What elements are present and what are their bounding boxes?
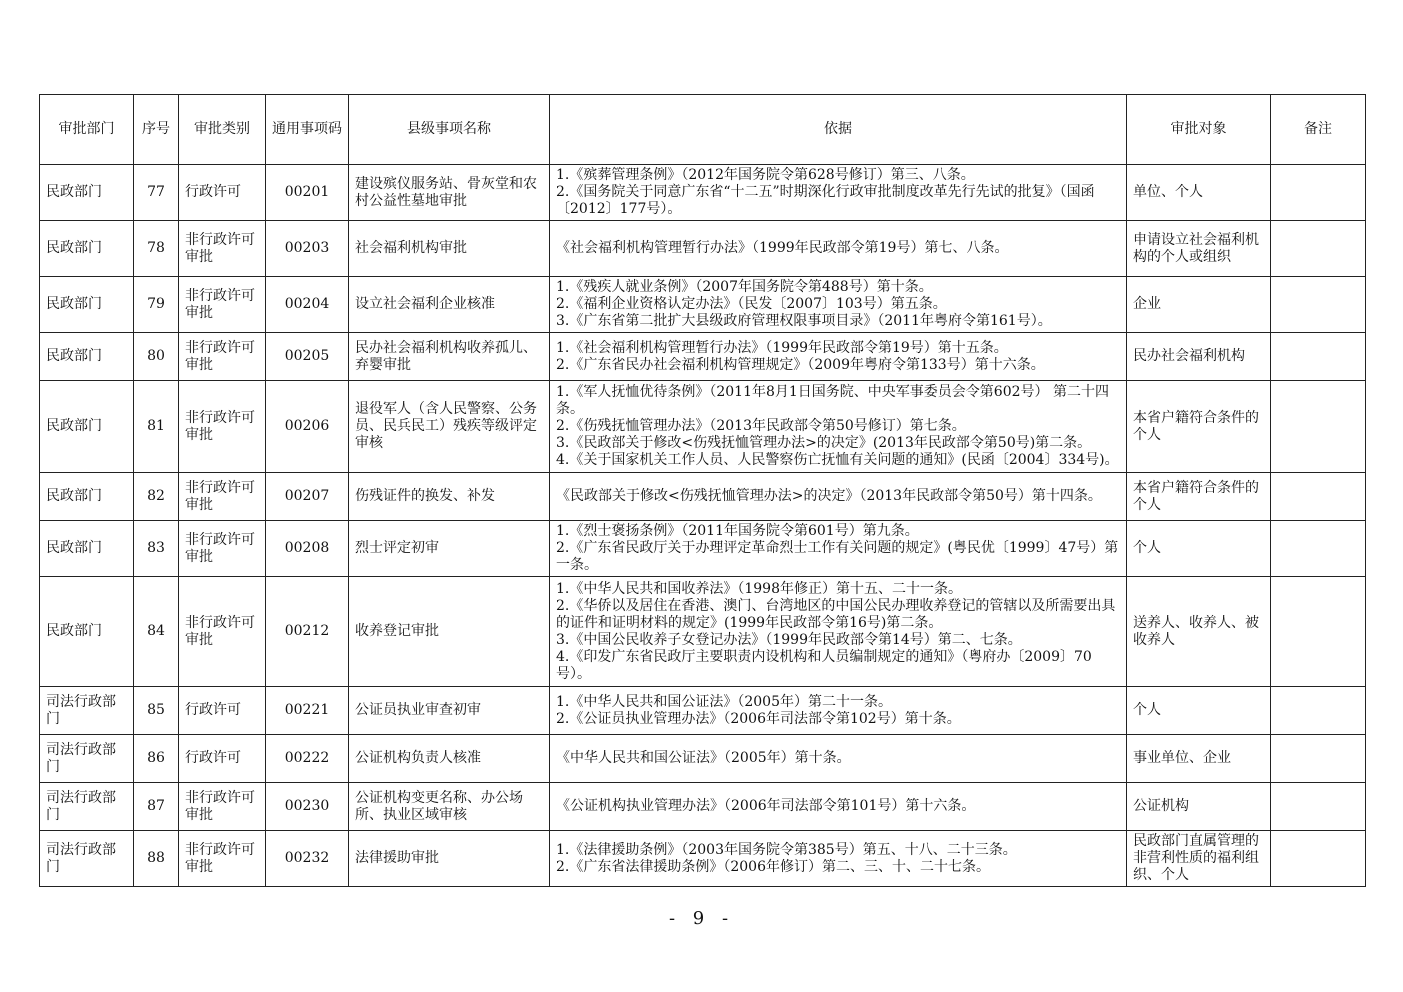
cell-dept: 民政部门 (40, 577, 134, 687)
basis-line: 2.《广东省法律援助条例》（2006年修订）第二、三、十、二十七条。 (556, 858, 990, 875)
cell-type: 非行政许可审批 (179, 277, 266, 333)
cell-target: 事业单位、企业 (1127, 735, 1271, 783)
basis-line: 3.《民政部关于修改<伤残抚恤管理办法>的决定》(2013年民政部令第50号)第二条。 (556, 435, 1092, 451)
cell-basis (550, 381, 1127, 473)
cell-remark (1271, 783, 1366, 831)
cell-dept: 民政部门 (40, 521, 134, 577)
cell-type: 非行政许可审批 (179, 221, 266, 277)
basis-line: 2.《公证员执业管理办法》（2006年司法部令第102号）第十条。 (556, 710, 961, 727)
cell-name: 公证机构变更名称、办公场所、执业区域审核 (349, 783, 550, 831)
cell-seq: 84 (134, 577, 179, 687)
basis-line: 1.《中华人民共和国收养法》（1998年修正）第十五、二十一条。 (556, 580, 962, 597)
cell-target: 送养人、收养人、被收养人 (1127, 577, 1271, 687)
cell-remark (1271, 521, 1366, 577)
cell-name: 建设殡仪服务站、骨灰堂和农村公益性墓地审批 (349, 165, 550, 221)
header-type: 审批类别 (179, 95, 266, 165)
basis-line: 4.《印发广东省民政厅主要职责内设机构和人员编制规定的通知》（粤府办〔2009〕70号）。 (556, 648, 1092, 682)
basis-line: 2.《福利企业资格认定办法》（民发〔2007〕103号）第五条。 (556, 296, 947, 312)
basis-line: 3.《广东省第二批扩大县级政府管理权限事项目录》（2011年粤府令第161号）。 (556, 313, 1052, 329)
cell-target: 单位、个人 (1127, 165, 1271, 221)
cell-code: 00206 (266, 381, 349, 473)
header-seq: 序号 (134, 95, 179, 165)
cell-name: 烈士评定初审 (349, 521, 550, 577)
table-row (40, 221, 1366, 277)
header-remark: 备注 (1271, 95, 1366, 165)
basis-line: 《民政部关于修改<伤残抚恤管理办法>的决定》（2013年民政部令第50号）第十四条。 (556, 488, 1102, 504)
approval-items-table (39, 94, 1366, 887)
cell-dept: 司法行政部门 (40, 783, 134, 831)
cell-seq: 83 (134, 521, 179, 577)
basis-line: 1.《烈士褒扬条例》（2011年国务院令第601号）第九条。 (556, 523, 919, 539)
cell-type: 行政许可 (179, 735, 266, 783)
cell-dept: 民政部门 (40, 277, 134, 333)
cell-code: 00212 (266, 577, 349, 687)
cell-remark (1271, 735, 1366, 783)
table-row (40, 735, 1366, 783)
cell-seq: 88 (134, 831, 179, 887)
table-row (40, 165, 1366, 221)
cell-target: 本省户籍符合条件的个人 (1127, 473, 1271, 521)
cell-name: 民办社会福利机构收养孤儿、弃婴审批 (349, 333, 550, 381)
cell-seq: 78 (134, 221, 179, 277)
cell-code: 00232 (266, 831, 349, 887)
cell-target: 个人 (1127, 521, 1271, 577)
basis-line: 1.《殡葬管理条例》（2012年国务院令第628号修订）第三、八条。 (556, 167, 975, 183)
cell-basis (550, 783, 1127, 831)
basis-line: 1.《中华人民共和国公证法》（2005年）第二十一条。 (556, 693, 892, 710)
cell-remark (1271, 165, 1366, 221)
header-basis: 依据 (550, 95, 1127, 165)
cell-dept: 司法行政部门 (40, 831, 134, 887)
cell-name: 法律援助审批 (349, 831, 550, 887)
cell-basis (550, 277, 1127, 333)
cell-dept: 民政部门 (40, 165, 134, 221)
cell-basis (550, 831, 1127, 887)
cell-name: 公证机构负责人核准 (349, 735, 550, 783)
cell-dept: 司法行政部门 (40, 735, 134, 783)
cell-type: 非行政许可审批 (179, 473, 266, 521)
cell-seq: 86 (134, 735, 179, 783)
cell-seq: 81 (134, 381, 179, 473)
cell-type: 非行政许可审批 (179, 577, 266, 687)
basis-line: 《中华人民共和国公证法》（2005年）第十条。 (556, 750, 851, 766)
cell-name: 设立社会福利企业核准 (349, 277, 550, 333)
cell-code: 00201 (266, 165, 349, 221)
cell-dept: 民政部门 (40, 333, 134, 381)
cell-dept: 民政部门 (40, 221, 134, 277)
cell-seq: 85 (134, 687, 179, 735)
table-row (40, 277, 1366, 333)
cell-basis (550, 333, 1127, 381)
cell-target: 个人 (1127, 687, 1271, 735)
cell-name: 收养登记审批 (349, 577, 550, 687)
cell-type: 非行政许可审批 (179, 521, 266, 577)
cell-type: 非行政许可审批 (179, 831, 266, 887)
cell-target: 民政部门直属管理的非营利性质的福利组织、个人 (1127, 831, 1271, 887)
cell-target: 本省户籍符合条件的个人 (1127, 381, 1271, 473)
basis-line: 1.《残疾人就业条例》（2007年国务院令第488号）第十条。 (556, 279, 933, 295)
cell-type: 非行政许可审批 (179, 333, 266, 381)
basis-line: 2.《国务院关于同意广东省“十二五”时期深化行政审批制度改革先行先试的批复》（国函〔2012〕177号）。 (556, 184, 1095, 217)
cell-target: 民办社会福利机构 (1127, 333, 1271, 381)
cell-code: 00221 (266, 687, 349, 735)
cell-basis (550, 577, 1127, 687)
header-dept: 审批部门 (40, 95, 134, 165)
cell-dept: 民政部门 (40, 473, 134, 521)
header-code: 通用事项码 (266, 95, 349, 165)
cell-basis (550, 221, 1127, 277)
header-name: 县级事项名称 (349, 95, 550, 165)
basis-line: 4.《关于国家机关工作人员、人民警察伤亡抚恤有关问题的通知》(民函〔2004〕334号)。 (556, 452, 1119, 468)
cell-seq: 80 (134, 333, 179, 381)
cell-type: 非行政许可审批 (179, 381, 266, 473)
cell-code: 00203 (266, 221, 349, 277)
cell-type: 行政许可 (179, 165, 266, 221)
basis-line: 2.《伤残抚恤管理办法》（2013年民政部令第50号修订）第七条。 (556, 418, 966, 434)
cell-remark (1271, 381, 1366, 473)
basis-line: 3.《中国公民收养子女登记办法》（1999年民政部令第14号）第二、七条。 (556, 631, 1022, 648)
table-row (40, 831, 1366, 887)
table-header-row (40, 95, 1366, 165)
cell-name: 社会福利机构审批 (349, 221, 550, 277)
cell-name: 退役军人（含人民警察、公务员、民兵民工）残疾等级评定审核 (349, 381, 550, 473)
table-row (40, 521, 1366, 577)
cell-code: 00207 (266, 473, 349, 521)
cell-basis (550, 735, 1127, 783)
cell-remark (1271, 687, 1366, 735)
basis-line: 1.《社会福利机构管理暂行办法》（1999年民政部令第19号）第十五条。 (556, 339, 1008, 356)
cell-name: 公证员执业审查初审 (349, 687, 550, 735)
table-body (40, 165, 1366, 887)
cell-remark (1271, 333, 1366, 381)
basis-line: 2.《广东省民办社会福利机构管理规定》（2009年粤府令第133号）第十六条。 (556, 356, 1045, 373)
cell-dept: 民政部门 (40, 381, 134, 473)
cell-remark (1271, 831, 1366, 887)
basis-line: 2.《广东省民政厅关于办理评定革命烈士工作有关问题的规定》(粤民优〔1999〕47号）第一条。 (556, 540, 1119, 573)
cell-target: 公证机构 (1127, 783, 1271, 831)
cell-code: 00205 (266, 333, 349, 381)
cell-seq: 77 (134, 165, 179, 221)
cell-remark (1271, 221, 1366, 277)
basis-line: 《公证机构执业管理办法》（2006年司法部令第101号）第十六条。 (556, 798, 976, 814)
cell-remark (1271, 473, 1366, 521)
page-number: - 9 - (668, 908, 735, 929)
cell-code: 00230 (266, 783, 349, 831)
cell-seq: 87 (134, 783, 179, 831)
table-row (40, 783, 1366, 831)
cell-seq: 82 (134, 473, 179, 521)
basis-line: 2.《华侨以及居住在香港、澳门、台湾地区的中国公民办理收养登记的管辖以及所需要出具的证件和证明材料的规定》(1999年民政部令第16号)第二条。 (556, 597, 1116, 631)
basis-line: 《社会福利机构管理暂行办法》（1999年民政部令第19号）第七、八条。 (556, 240, 1009, 256)
cell-target: 企业 (1127, 277, 1271, 333)
cell-basis (550, 165, 1127, 221)
cell-remark (1271, 277, 1366, 333)
table-row (40, 333, 1366, 381)
cell-remark (1271, 577, 1366, 687)
cell-seq: 79 (134, 277, 179, 333)
cell-type: 行政许可 (179, 687, 266, 735)
cell-basis (550, 521, 1127, 577)
cell-type: 非行政许可审批 (179, 783, 266, 831)
cell-code: 00208 (266, 521, 349, 577)
cell-basis (550, 473, 1127, 521)
table-row (40, 381, 1366, 473)
cell-code: 00222 (266, 735, 349, 783)
table-row (40, 687, 1366, 735)
header-target: 审批对象 (1127, 95, 1271, 165)
basis-line: 1.《法律援助条例》（2003年国务院令第385号）第五、十八、二十三条。 (556, 841, 1017, 858)
cell-dept: 司法行政部门 (40, 687, 134, 735)
cell-target: 申请设立社会福利机构的个人或组织 (1127, 221, 1271, 277)
cell-code: 00204 (266, 277, 349, 333)
cell-basis (550, 687, 1127, 735)
table-row (40, 473, 1366, 521)
table-row (40, 577, 1366, 687)
cell-name: 伤残证件的换发、补发 (349, 473, 550, 521)
basis-line: 1.《军人抚恤优待条例》（2011年8月1日国务院、中央军事委员会令第602号） 第二十四条。 (556, 384, 1109, 417)
